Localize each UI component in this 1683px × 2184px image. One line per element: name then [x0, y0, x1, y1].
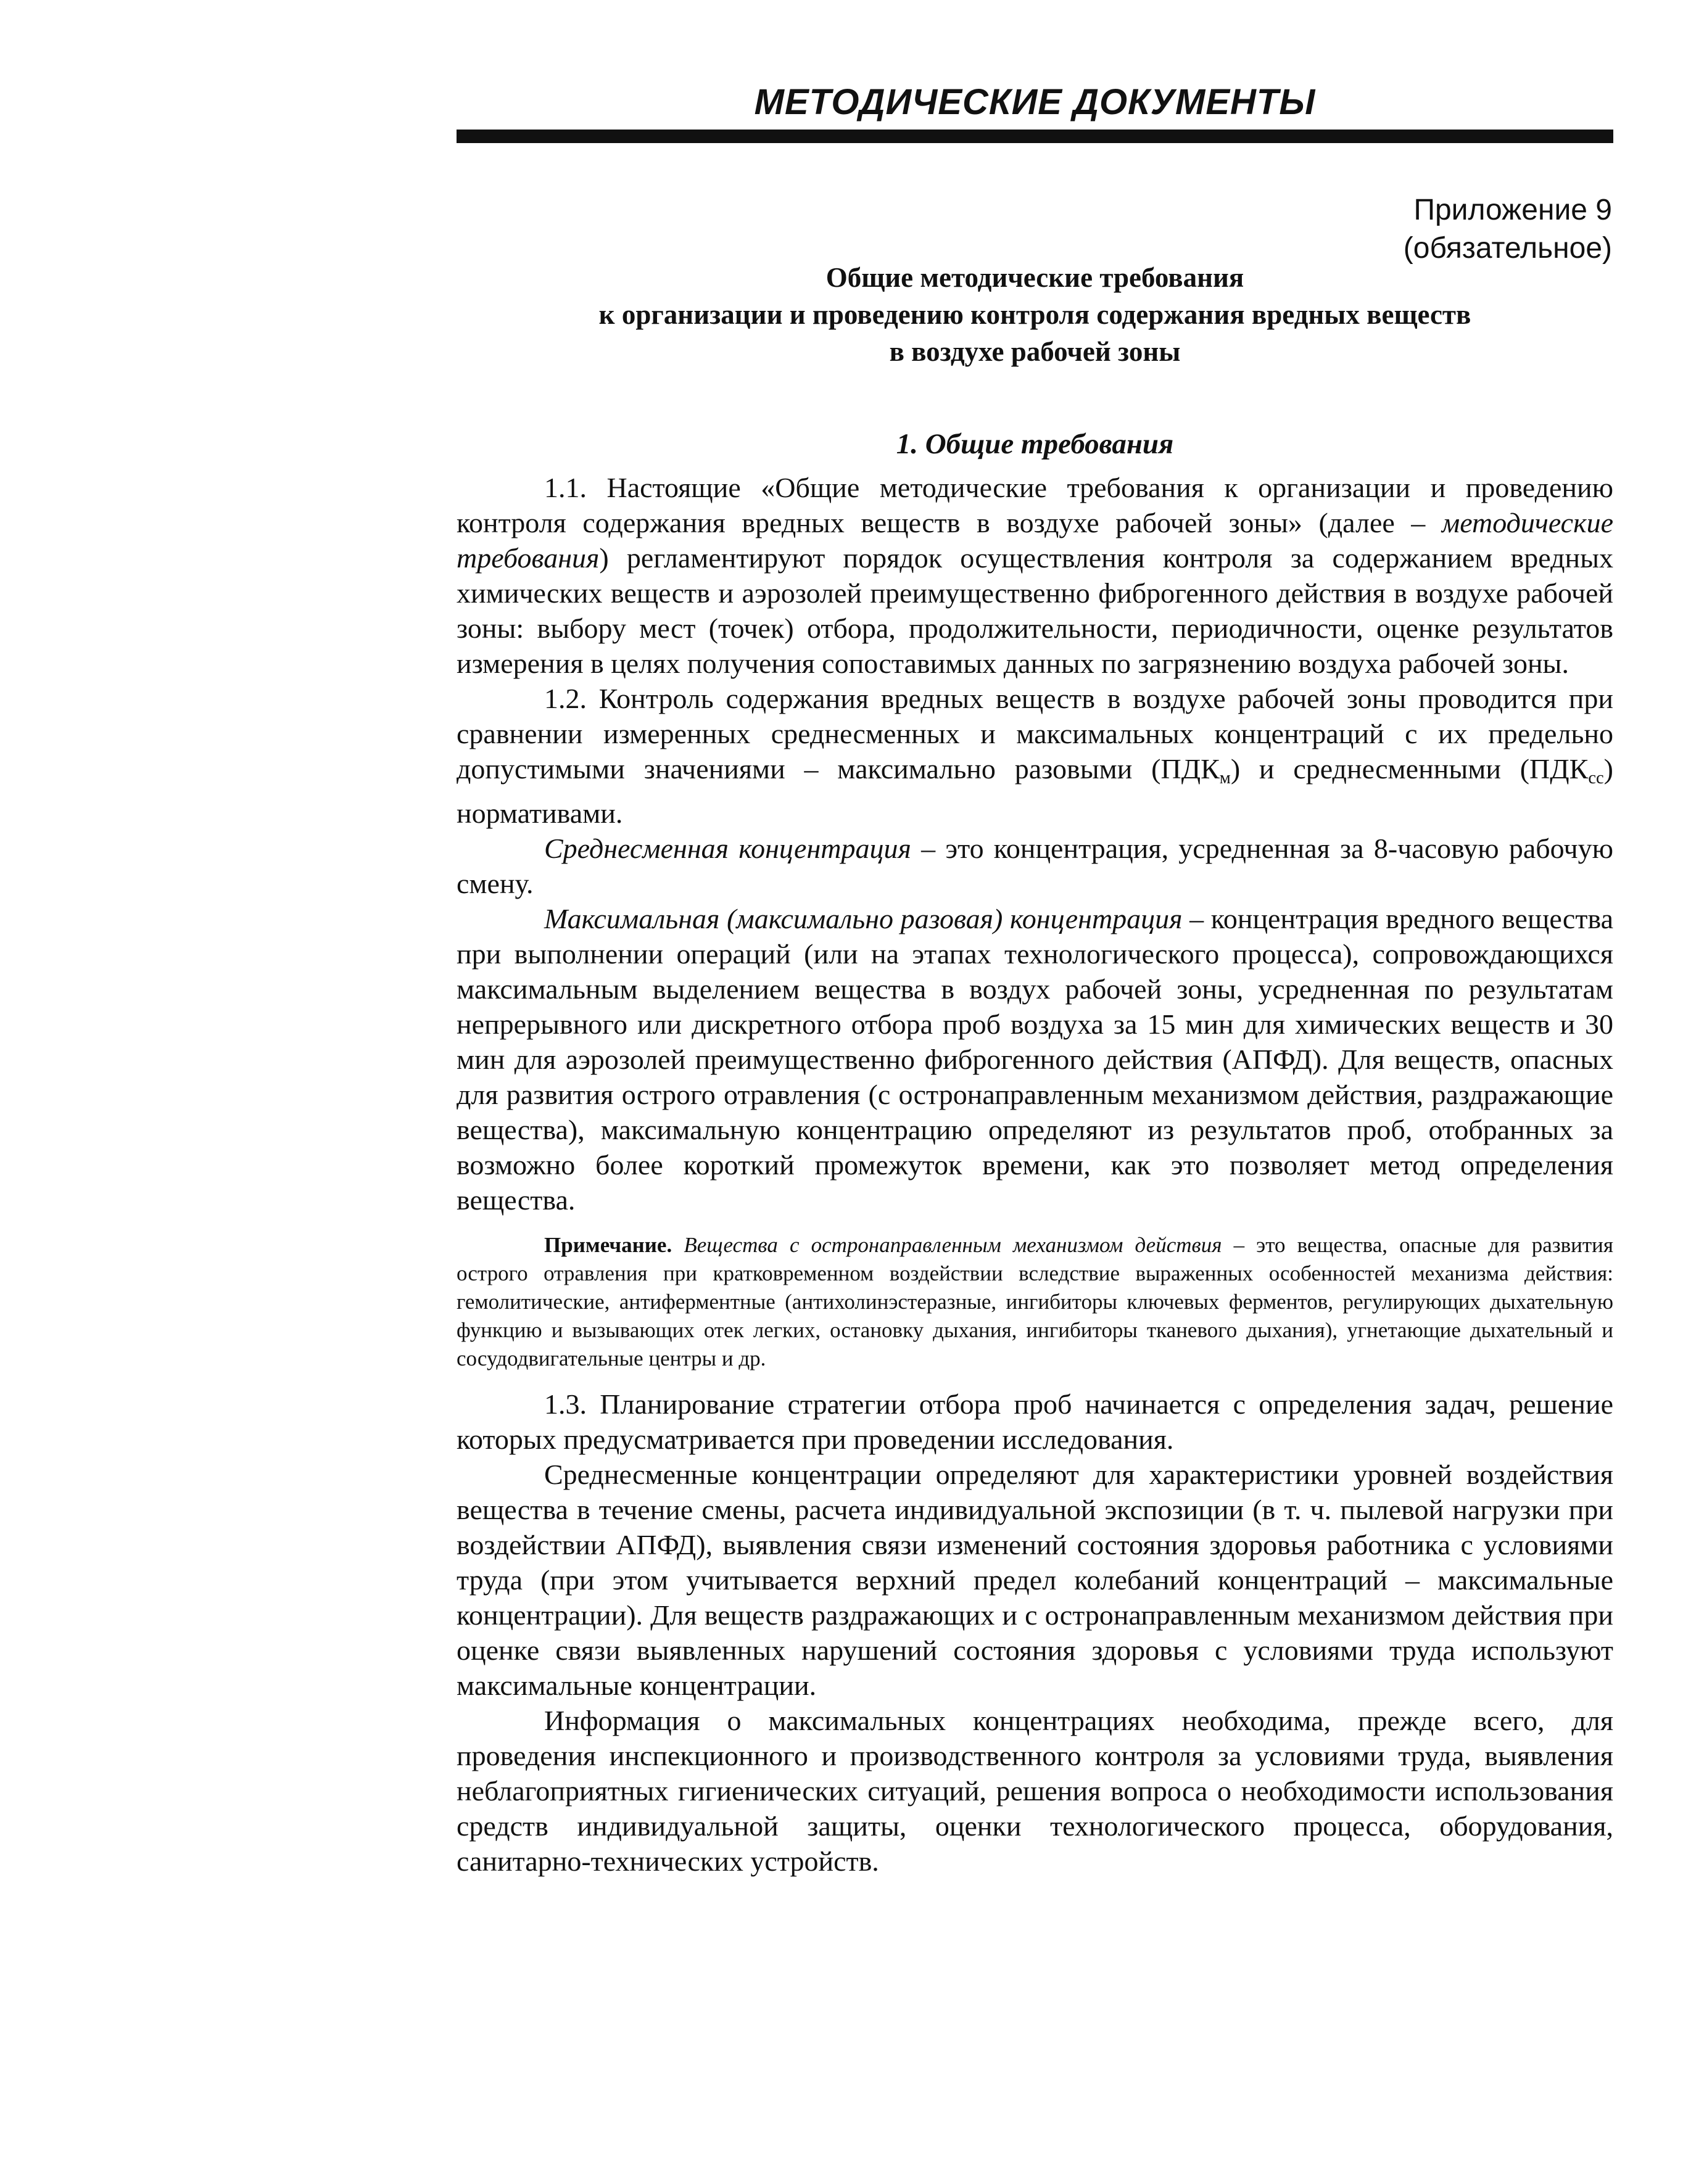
- paragraph-average-concentration: [457, 831, 1613, 901]
- paragraph-text: ) нормативами.: [457, 753, 1613, 829]
- paragraph-text: 1.1. Настоящие «Общие методические требования к организации и проведению контроля содержания вредных веществ в воздухе рабочей зоны» (далее –: [457, 472, 1613, 538]
- note-text: – это вещества, опасные для развития острого отравления при кратковременном воздействии вследствие выраженных особенностей механизма действия: гемолитические, антиферментные (антихолинэстеразные, ингибиторы ключевых ферментов, регулирующих дыхательную функцию и вызывающих отек легких, остановку дыхания, ингибиторы тканевого дыхания), угнетающие дыхательный и сосудодвигательные центры и др.: [457, 1233, 1613, 1370]
- paragraph-text: ) регламентируют порядок осуществления контроля за содержанием вредных химических веществ и аэрозолей преимущественно фиброгенного действия в воздухе рабочей зоны: выбору мест (точек) отбора, продолжительности, периодичности, оценке результатов измерения в целях получения сопоставимых данных по загрязнению воздуха рабочей зоны.: [457, 542, 1613, 679]
- appendix-label: [1404, 191, 1612, 268]
- appendix-number: Приложение 9: [1413, 194, 1612, 226]
- paragraph-1-3: 1.3. Планирование стратегии отбора проб начинается с определения задач, решение которых предусматривается при проведении исследования.: [457, 1388, 1613, 1455]
- subscript: сс: [1588, 769, 1604, 788]
- paragraph-1-1: [457, 470, 1613, 681]
- defined-term: методические требования: [457, 507, 1613, 574]
- paragraph-max-concentration: [457, 901, 1613, 1218]
- paragraph-average-usage: Среднесменные концентрации определяют для характеристики уровней воздействия вещества в течение смены, расчета индивидуальной экспозиции (в т. ч. пылевой нагрузки при воздействии АПФД), выявления связи изменений состояния здоровья работника с условиями труда (при этом учитывается верхний предел колебаний концентраций – максимальные концентрации). Для веществ раздражающих и с остронаправленным механизмом действия при оценке связи выявленных нарушений состояния здоровья с условиями труда используют максимальные концентрации.: [457, 1459, 1613, 1701]
- defined-term: Максимальная (максимально разовая) концентрация: [544, 903, 1183, 934]
- paragraph-max-info: Информация о максимальных концентрациях необходима, прежде всего, для проведения инспекционного и производственного контроля за условиями труда, выявления неблагоприятных гигиенических ситуаций, решения вопроса о необходимости использования средств индивидуальной защиты, оценки технологического процесса, оборудования, санитарно-технических устройств.: [457, 1705, 1613, 1877]
- defined-term: Вещества с остронаправленным механизмом действия: [684, 1233, 1222, 1257]
- paragraph-text: – это концентрация, усредненная за 8-часовую рабочую смену.: [457, 833, 1613, 899]
- document-title: [457, 259, 1613, 370]
- defined-term: Среднесменная концентрация: [544, 833, 911, 864]
- paragraph-text: 1.2. Контроль содержания вредных веществ в воздухе рабочей зоны проводится при сравнении измеренных среднесменных и максимальных концентраций с их предельно допустимыми значениями – максимально разовыми (ПДК: [457, 683, 1613, 785]
- running-header-title: МЕТОДИЧЕСКИЕ ДОКУМЕНТЫ: [754, 82, 1316, 122]
- paragraph-text: – концентрация вредного вещества при выполнении операций (или на этапах технологического процесса), сопровождающихся максимальным выделением вещества в воздух рабочей зоны, усредненная по результатам непрерывного или дискретного отбора проб воздуха за 15 мин для химических веществ и 30 мин для аэрозолей преимущественно фиброгенного действия (АПФД). Для веществ, опасных для развития острого отравления (с остронаправленным механизмом действия, раздражающие вещества), максимальную концентрацию определяют из результатов проб, отобранных за возможно более короткий промежуток времени, как это позволяет метод определения вещества.: [457, 903, 1613, 1216]
- document-title-line-2: к организации и проведению контроля содержания вредных веществ: [598, 299, 1471, 330]
- document-title-line-1: Общие методические требования: [825, 262, 1244, 293]
- section-heading: 1. Общие требования: [896, 428, 1174, 460]
- appendix-status: (обязательное): [1403, 232, 1612, 265]
- paragraph-text: ) и среднесменными (ПДК: [1230, 753, 1589, 785]
- note-block: [457, 1231, 1613, 1373]
- header-divider: [457, 130, 1613, 143]
- paragraph-1-2: [457, 681, 1613, 831]
- subscript: м: [1219, 769, 1231, 788]
- document-title-line-3: в воздухе рабочей зоны: [889, 336, 1181, 367]
- note-label: Примечание.: [544, 1233, 672, 1257]
- document-body: [457, 470, 1613, 1879]
